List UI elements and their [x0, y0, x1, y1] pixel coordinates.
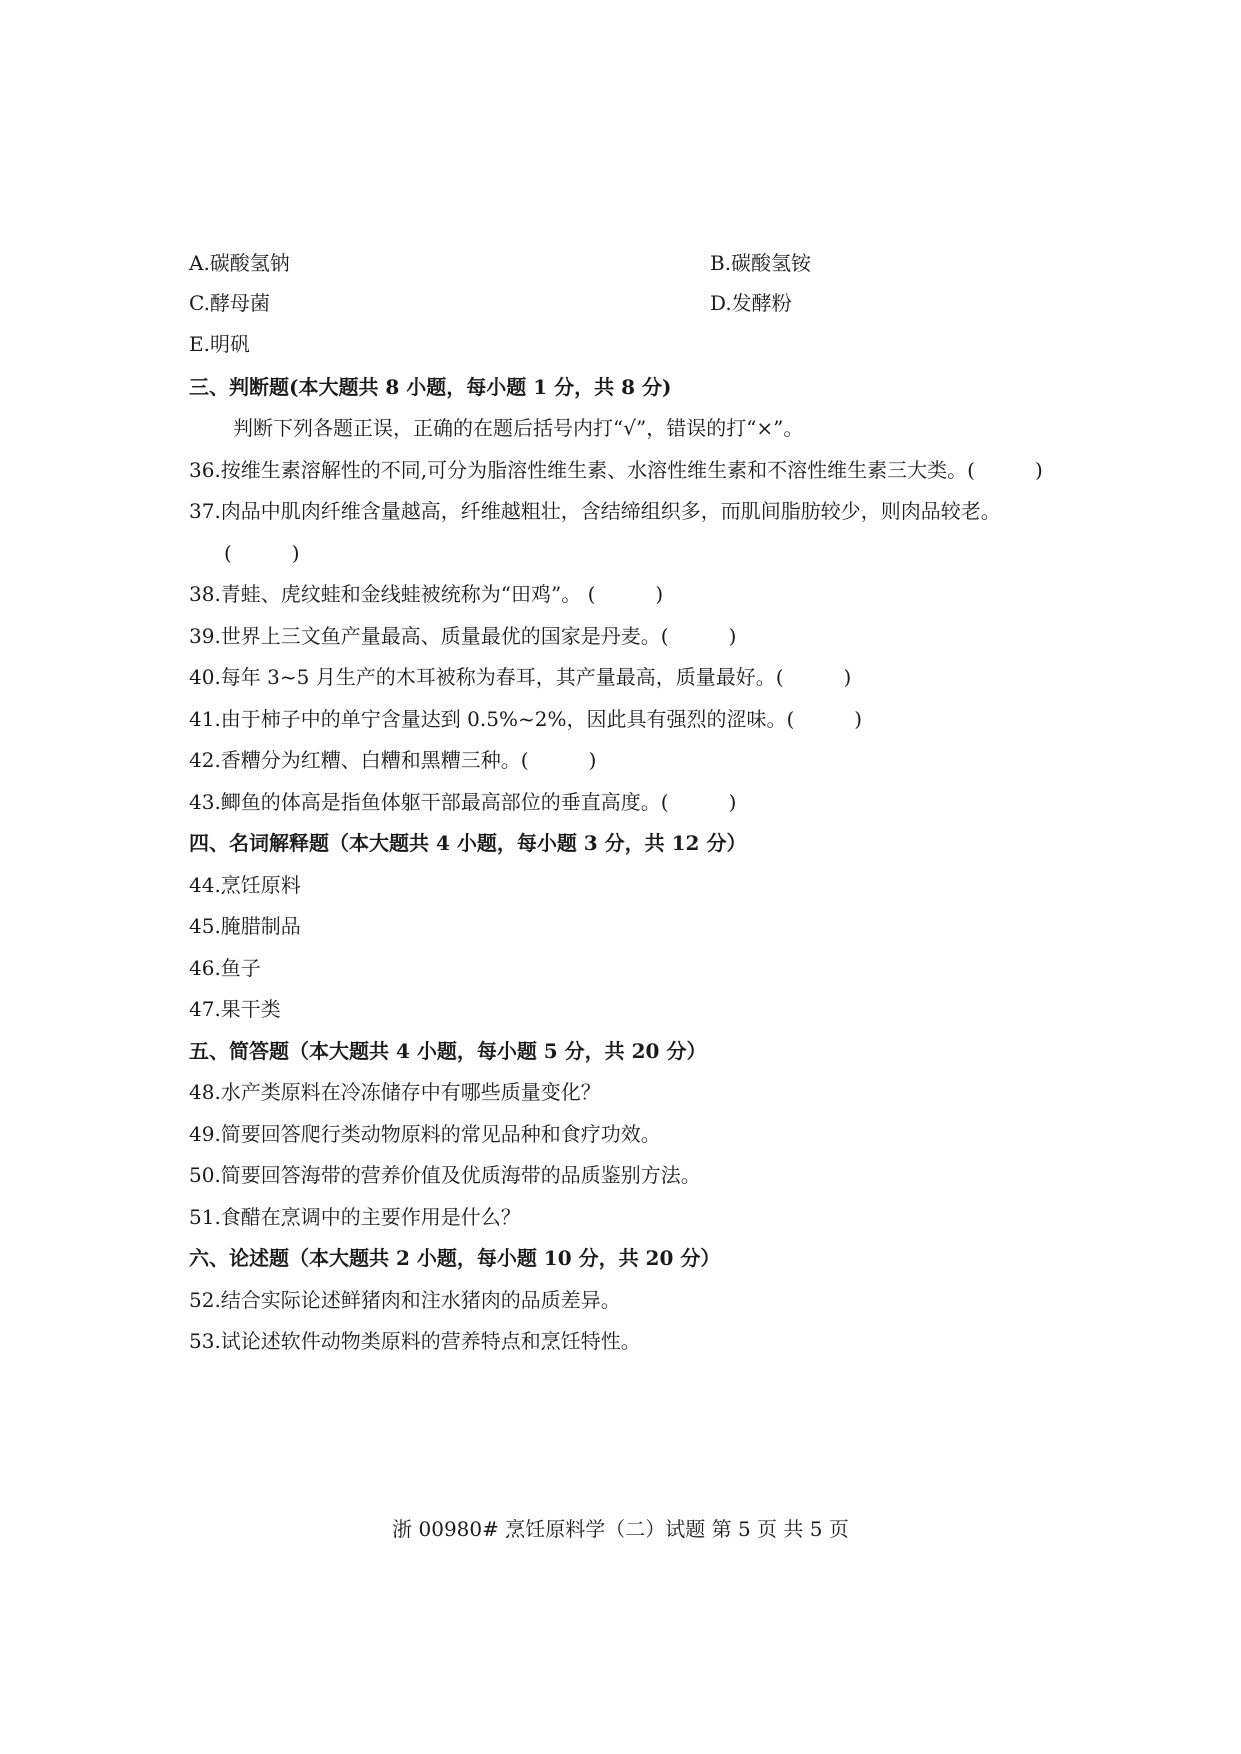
question-52: 52.结合实际论述鲜猪肉和注水猪肉的品质差异。 [189, 1288, 621, 1312]
option-c: C.酵母菌 [189, 291, 270, 315]
option-d: D.发酵粉 [710, 291, 792, 315]
question-49: 49.简要回答爬行类动物原料的常见品种和食疗功效。 [189, 1122, 661, 1146]
section3-instruction: 判断下列各题正误，正确的在题后括号内打“√”，错误的打“×”。 [233, 416, 804, 440]
question-40: 40.每年 3~5 月生产的木耳被称为春耳，其产量最高，质量最好。( ) [189, 665, 852, 689]
question-39: 39.世界上三文鱼产量最高、质量最优的国家是丹麦。( ) [189, 624, 737, 648]
question-44: 44.烹饪原料 [189, 873, 301, 897]
section5-heading: 五、简答题（本大题共 4 小题，每小题 5 分，共 20 分） [189, 1039, 707, 1063]
question-41: 41.由于柿子中的单宁含量达到 0.5%~2%，因此具有强烈的涩味。( ) [189, 707, 863, 731]
question-43: 43.鲫鱼的体高是指鱼体躯干部最高部位的垂直高度。( ) [189, 790, 737, 814]
question-38: 38.青蛙、虎纹蛙和金线蛙被统称为“田鸡”。 ( ) [189, 582, 664, 606]
question-50: 50.简要回答海带的营养价值及优质海带的品质鉴别方法。 [189, 1163, 701, 1187]
question-45: 45.腌腊制品 [189, 914, 301, 938]
question-46: 46.鱼子 [189, 956, 261, 980]
question-47: 47.果干类 [189, 997, 281, 1021]
page-footer: 浙 00980# 烹饪原料学（二）试题 第 5 页 共 5 页 [392, 1517, 849, 1541]
option-a: A.碳酸氢钠 [189, 251, 290, 275]
question-37-paren: ( ) [224, 541, 300, 565]
question-42: 42.香糟分为红糟、白糟和黑糟三种。( ) [189, 748, 597, 772]
section4-heading: 四、名词解释题（本大题共 4 小题，每小题 3 分，共 12 分） [189, 831, 747, 855]
option-b: B.碳酸氢铵 [710, 251, 812, 275]
section3-heading: 三、判断题(本大题共 8 小题，每小题 1 分，共 8 分) [189, 375, 672, 399]
question-53: 53.试论述软件动物类原料的营养特点和烹饪特性。 [189, 1329, 641, 1353]
question-51: 51.食醋在烹调中的主要作用是什么？ [189, 1205, 521, 1229]
question-36: 36.按维生素溶解性的不同,可分为脂溶性维生素、水溶性维生素和不溶性维生素三大类。( ) [189, 458, 1043, 482]
option-e: E.明矾 [189, 332, 250, 356]
section6-heading: 六、论述题（本大题共 2 小题，每小题 10 分，共 20 分） [189, 1246, 721, 1270]
question-37: 37.肉品中肌肉纤维含量越高，纤维越粗壮，含结缔组织多，而肌间脂肪较少，则肉品较老。 [189, 499, 1001, 523]
question-48: 48.水产类原料在冷冻储存中有哪些质量变化？ [189, 1080, 601, 1104]
